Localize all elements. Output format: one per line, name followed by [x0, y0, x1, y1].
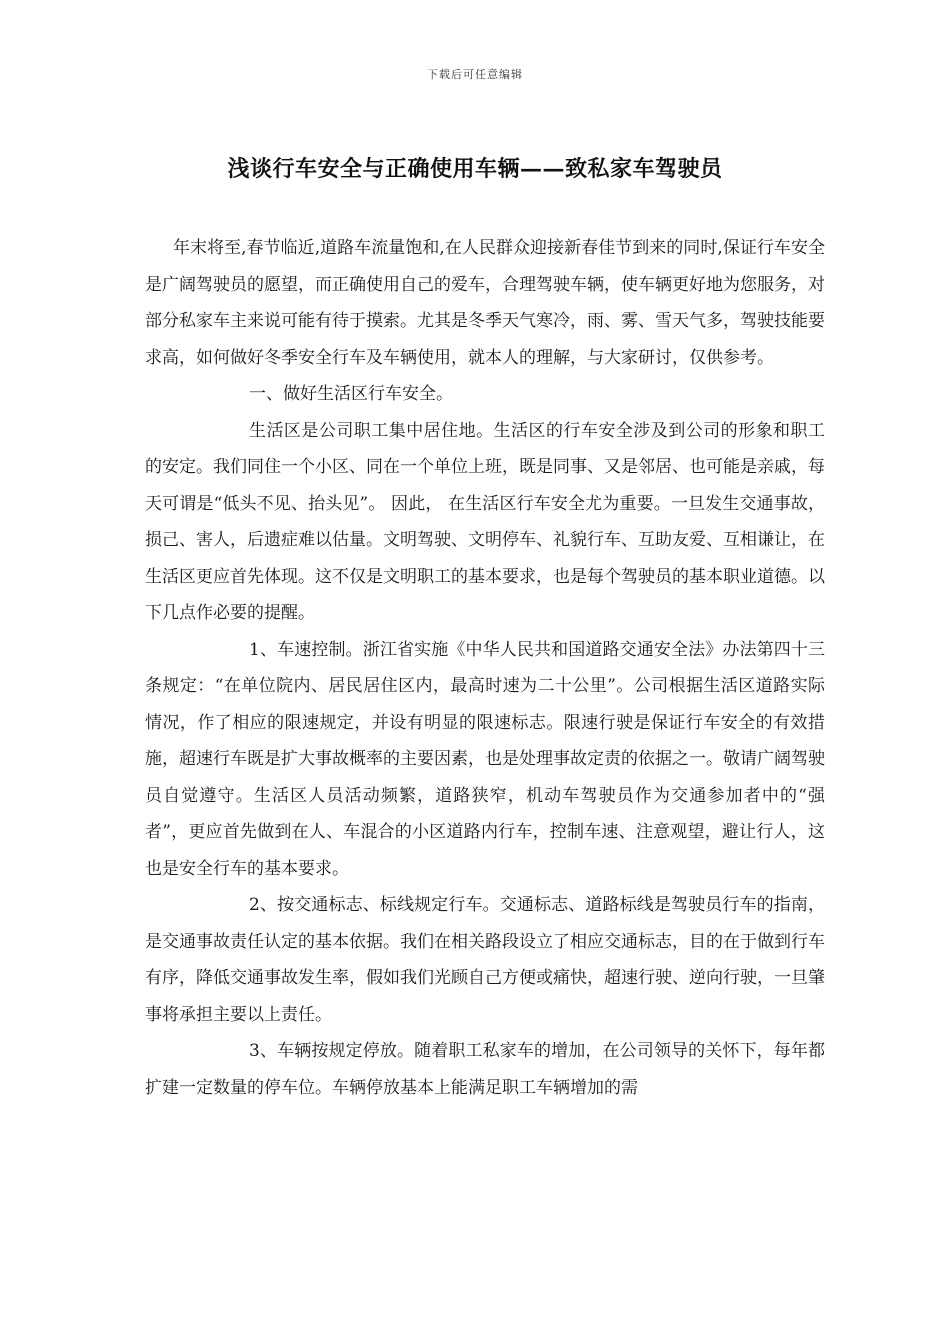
paragraph-intro: 年末将至,春节临近,道路车流量饱和,在人民群众迎接新春佳节到来的同时,保证行车安全是广阔驾驶员的愿望，而正确使用自己的爱车，合理驾驶车辆，使车辆更好地为您服务，对部分私家车主来说可能有待于摸索。尤其是冬季天气寒冷，雨、雾、雪天气多，驾驶技能要求高，如何做好冬季安全行车及车辆使用，就本人的理解，与大家研讨，仅供参考。: [145, 238, 825, 368]
section-heading-1: 一、做好生活区行车安全。: [249, 384, 453, 404]
paragraph-speed-control: 1、车速控制。浙江省实施《中华人民共和国道路交通安全法》办法第四十三条规定：“在单位院内、居民居住区内，最高时速为二十公里”。公司根据生活区道路实际情况，作了相应的限速规定，并设有明显的限速标志。限速行驶是保证行车安全的有效措施，超速行车既是扩大事故概率的主要因素，也是处理事故定责的依据之一。敬请广阔驾驶员自觉遵守。生活区人员活动频繁，道路狭窄，机动车驾驶员作为交通参加者中的“强者”，更应首先做到在人、车混合的小区道路内行车，控制车速、注意观望，避让行人，这也是安全行车的基本要求。: [145, 639, 825, 879]
paragraph-traffic-signs: 2、按交通标志、标线规定行车。交通标志、道路标线是驾驶员行车的指南，是交通事故责任认定的基本依据。我们在相关路段设立了相应交通标志，目的在于做到行车有序，降低交通事故发生率，假如我们光顾自己方便或痛快，超速行驶、逆向行驶，一旦肇事将承担主要以上责任。: [145, 895, 825, 1025]
document-body: [145, 230, 825, 1106]
document-title: 浅谈行车安全与正确使用车辆——致私家车驾驶员: [227, 156, 723, 182]
paragraph-parking: 3、车辆按规定停放。随着职工私家车的增加，在公司领导的关怀下，每年都扩建一定数量的停车位。车辆停放基本上能满足职工车辆增加的需: [145, 1041, 825, 1098]
page-header-note: 下载后可任意编辑: [427, 68, 523, 81]
paragraph-living-area: 生活区是公司职工集中居住地。生活区的行车安全涉及到公司的形象和职工的安定。我们同住一个小区、同在一个单位上班，既是同事、又是邻居、也可能是亲戚，每天可谓是“低头不见、抬头见”。 因此， 在生活区行车安全尤为重要。一旦发生交通事故，损己、害人，后遗症难以估量。文明驾驶、文明停车、礼貌行车、互助友爱、互相谦让，在生活区更应首先体现。这不仅是文明职工的基本要求，也是每个驾驶员的基本职业道德。以下几点作必要的提醒。: [145, 420, 825, 623]
